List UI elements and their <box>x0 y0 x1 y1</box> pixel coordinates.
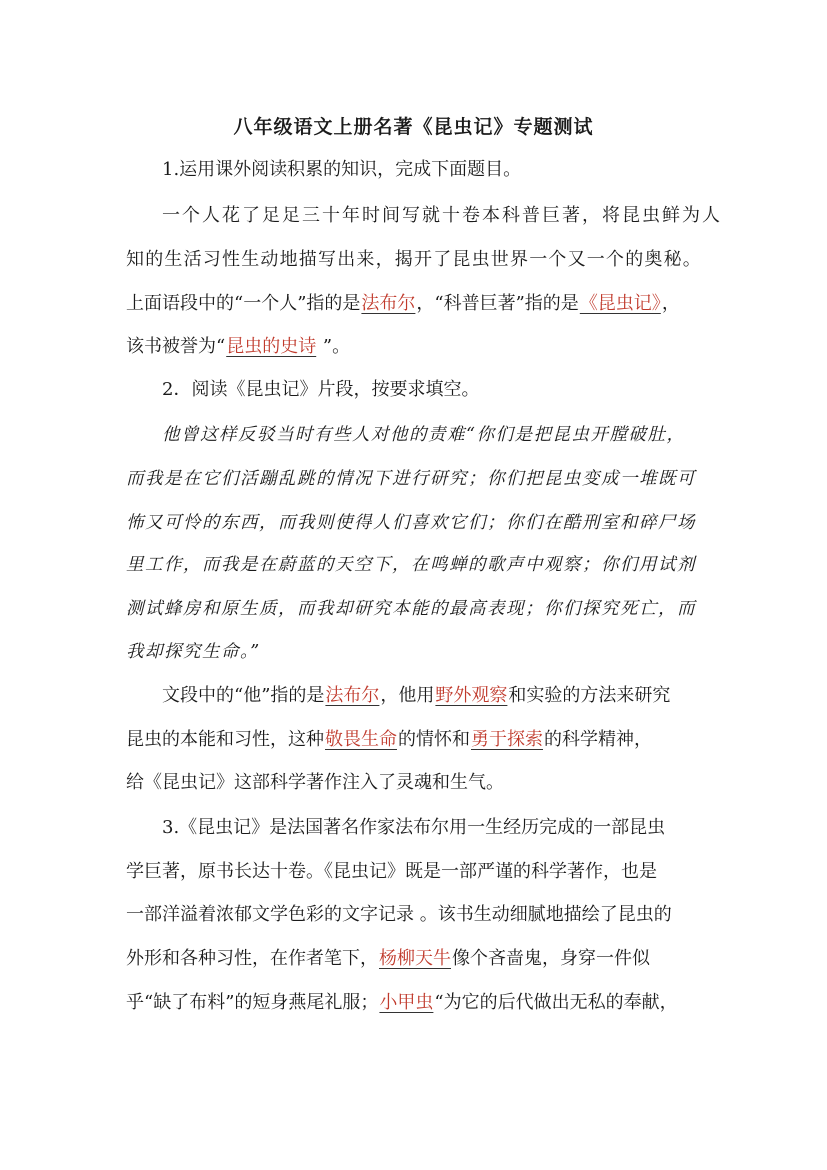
document-title: 八年级语文上册名著《昆虫记》专题测试 <box>233 116 594 138</box>
q2-answer-person: 法布尔 <box>325 685 380 706</box>
q3-line-4 <box>126 947 650 971</box>
q3-text: 像个吝啬鬼，身穿一件似 <box>452 948 650 969</box>
q1-text: ， <box>661 293 680 314</box>
q3-answer-insect-2: 小甲虫 <box>379 992 434 1013</box>
q2-stem: 2．阅读《昆虫记》片段，按要求填空。 <box>162 379 480 400</box>
q1-answer-book: 《昆虫记》 <box>579 293 661 314</box>
q2-text: 昆虫的本能和习性，这种 <box>126 729 324 750</box>
q3-line-2: 学巨著，原书长达十卷。《昆虫记》既是一部严谨的科学著作，也是 <box>126 861 657 882</box>
q1-passage-line-1: 一个人花了足足三十年时间写就十卷本科普巨著，将昆虫鲜为人 <box>162 205 722 226</box>
q2-text: 的情怀和 <box>398 729 470 750</box>
q2-quote-line-2: 而我是在它们活蹦乱跳的情况下进行研究；你们把昆虫变成一堆既可 <box>126 469 696 489</box>
q3-text: 乎“缺了布料”的短身燕尾礼服； <box>126 992 379 1013</box>
q2-answer-feeling: 敬畏生命 <box>325 729 397 750</box>
q2-text: 和实验的方法来研究 <box>508 685 671 706</box>
q3-line-3: 一部洋溢着浓郁文学色彩的文字记录 。该书生动细腻地描绘了昆虫的 <box>126 904 672 925</box>
q2-quote-line-3: 怖又可怜的东西，而我则使得人们喜欢它们；你们在酷刑室和碎尸场 <box>126 513 696 533</box>
q1-question-line-1 <box>126 292 680 316</box>
q2-quote-line-5: 测试蜂房和原生质，而我却研究本能的最高表现；你们探究死亡，而 <box>126 599 696 619</box>
q2-quote-line-6: 我却探究生命。” <box>126 642 261 662</box>
q1-answer-person: 法布尔 <box>361 293 416 314</box>
q2-text: ，他用 <box>380 685 435 706</box>
q1-answer-praise: 昆虫的史诗 <box>226 336 317 357</box>
q2-fill-line-2 <box>126 728 652 752</box>
q2-fill-line-3: 给《昆虫记》这部科学著作注入了灵魂和生气。 <box>126 772 504 793</box>
q1-text: ”。 <box>317 336 351 357</box>
q1-text: ，“科普巨著”指的是 <box>416 293 579 314</box>
q1-text: 该书被誉为“ <box>126 336 226 357</box>
q2-fill-line-1 <box>162 684 670 708</box>
q3-line-5 <box>126 991 678 1015</box>
q2-quote-line-4: 里工作，而我是在蔚蓝的天空下，在鸣蝉的歌声中观察；你们用试剂 <box>126 555 696 575</box>
q2-answer-method: 野外观察 <box>435 685 508 706</box>
q2-quote-line-1: 他曾这样反驳当时有些人对他的责难“你们是把昆虫开膛破肚， <box>162 425 686 445</box>
q3-line-1: 3.《昆虫记》是法国著名作家法布尔用一生经历完成的一部昆虫 <box>162 817 666 838</box>
q2-text: 的科学精神， <box>544 729 652 750</box>
q3-answer-insect-1: 杨柳天牛 <box>379 948 451 969</box>
q1-passage-line-2: 知的生活习性生动地描写出来，揭开了昆虫世界一个又一个的奥秘。 <box>126 249 702 270</box>
q2-answer-spirit: 勇于探索 <box>471 729 543 750</box>
q1-stem: 1.运用课外阅读积累的知识，完成下面题目。 <box>162 159 522 180</box>
q1-question-line-2 <box>126 335 350 359</box>
q3-text: 外形和各种习性，在作者笔下， <box>126 948 378 969</box>
q1-text: 上面语段中的“一个人”指的是 <box>126 293 361 314</box>
q2-text: 文段中的“他”指的是 <box>162 685 325 706</box>
q3-text: “为它的后代做出无私的奉献， <box>434 992 678 1013</box>
